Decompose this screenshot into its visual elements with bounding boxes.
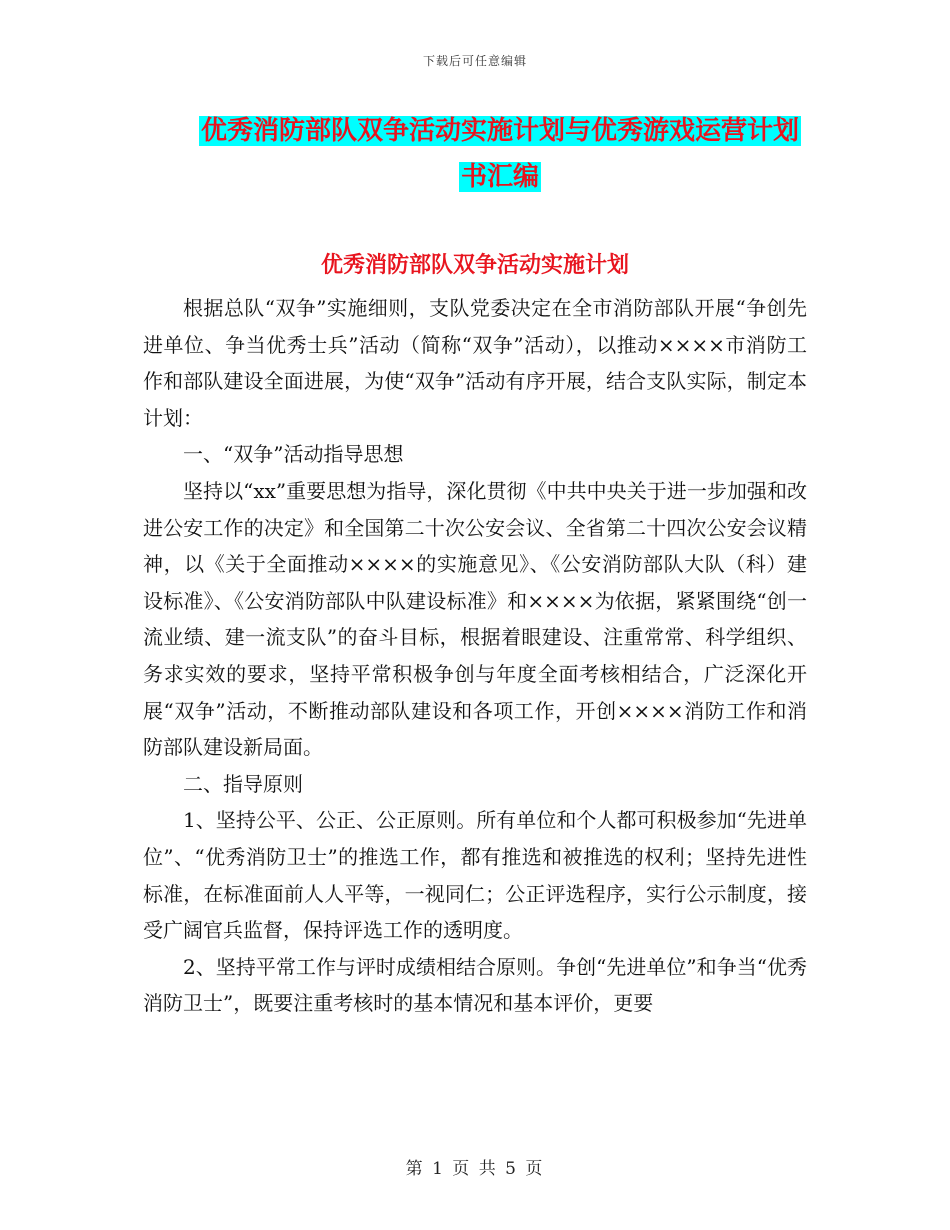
heading-guiding-principles: 二、指导原则 (183, 771, 303, 796)
page-header: 下载后可任意编辑 (422, 54, 527, 68)
document-title (190, 108, 810, 200)
page-footer: 第 1 页 共 5 页 (405, 1159, 545, 1179)
heading-guiding-ideology: 一、“双争”活动指导思想 (183, 442, 404, 467)
document-body (143, 290, 807, 1022)
paragraph-principle-1: 1、坚持公平、公正、公正原则。所有单位和个人都可积极参加“先进单位”、“优秀消防卫士”的推选工作，都有推选和被推选的权利；坚持先进性标准，在标准面前人人平等，一视同仁；公正评选程序，实行公示制度，接受广阔官兵监督，保持评选工作的透明度。 (143, 808, 807, 943)
paragraph-principle-2: 2、坚持平常工作与评时成绩相结合原则。争创“先进单位”和争当“优秀消防卫士”，既要注重考核时的基本情况和基本评价，更要 (143, 954, 807, 1016)
document-title-line2: 书汇编 (460, 162, 539, 192)
paragraph-ideology: 坚持以“xx”重要思想为指导，深化贯彻《中共中央关于进一步加强和改进公安工作的决定》和全国第二十次公安会议、全省第二十四次公安会议精神，以《关于全面推动××××的实施意见》、《公安消防部队大队（科）建设标准》、《公安消防部队中队建设标准》和××××为依据，紧紧围绕“创一流业绩、建一流支队”的奋斗目标，根据着眼建设、注重常常、科学组织、务求实效的要求，坚持平常积极争创与年度全面考核相结合，广泛深化开展“双争”活动，不断推动部队建设和各项工作，开创××××消防工作和消防部队建设新局面。 (143, 478, 807, 760)
section-title: 优秀消防部队双争活动实施计划 (320, 252, 629, 278)
paragraph-intro: 根据总队“双争”实施细则，支队党委决定在全市消防部队开展“争创先进单位、争当优秀士兵”活动（简称“双争”活动），以推动××××市消防工作和部队建设全面进展，为使“双争”活动有序开展，结合支队实际，制定本计划： (143, 296, 807, 430)
document-title-line1: 优秀消防部队双争活动实施计划与优秀游戏运营计划 (200, 116, 799, 146)
